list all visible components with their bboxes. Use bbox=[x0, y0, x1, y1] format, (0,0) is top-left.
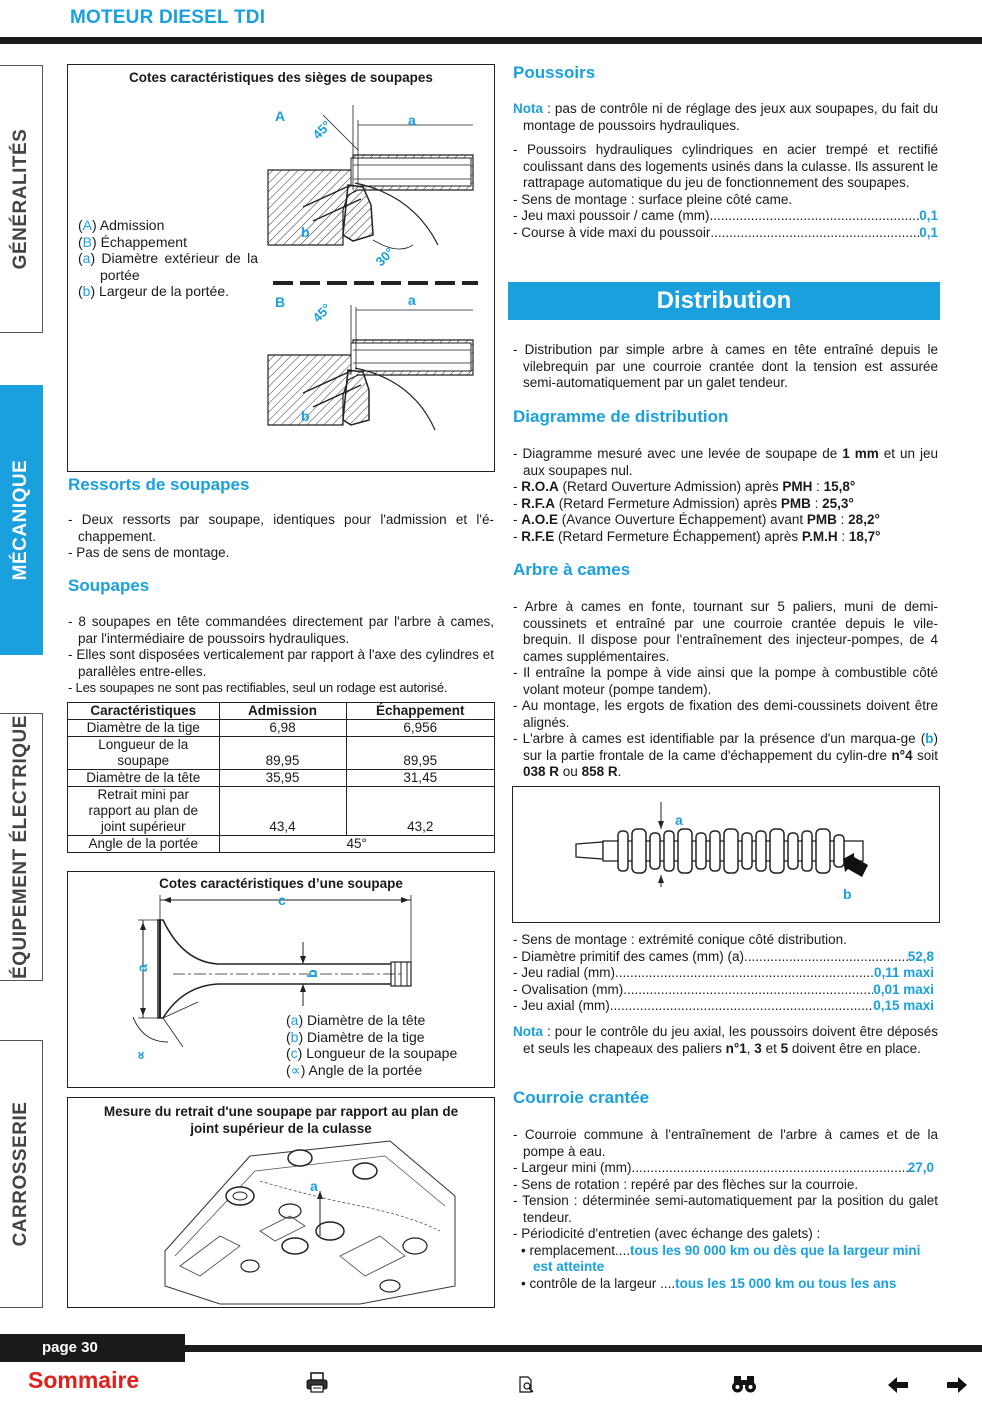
label-a: a bbox=[134, 964, 150, 972]
list-item: - Elles sont disposées verticalement par rapport à l'axe des cylindres et parallèles entre-elles. bbox=[68, 647, 494, 679]
page-search-icon[interactable] bbox=[518, 1376, 536, 1399]
list-item: - L'arbre à cames est identifiable par la présence d'un marqua-ge (b) sur la partie frontale de la came d'échappement du cylin-dre n°4 soit 038 R ou 858 R. bbox=[513, 731, 938, 779]
binoculars-icon[interactable] bbox=[731, 1374, 757, 1399]
list-item: - Poussoirs hydrauliques cylindriques en acier trempé et rectifié coulissant dans des logements usinés dans la culasse. Ils assurent le rattrapage automatique du jeu de fonctionnement des soupapes. bbox=[513, 142, 938, 190]
list-item: - Sens de montage : surface pleine côté came. bbox=[513, 191, 793, 207]
ressorts-list bbox=[68, 512, 494, 562]
side-tab-generalites[interactable] bbox=[0, 65, 43, 333]
maintenance-row: • remplacement....tous les 90 000 km ou dès que la largeur mini est atteinte bbox=[521, 1242, 921, 1274]
label-b: b bbox=[843, 886, 852, 902]
label-b: b bbox=[301, 408, 310, 424]
table-header: Échappement bbox=[346, 703, 494, 720]
list-item: - Arbre à cames en fonte, tournant sur 5 paliers, muni de demi-coussinets et entraîné par une courroie crantée depuis le vile-brequin. Il dispose pour l'entraînement des injecteur-pompes, de 4 cames supplémentaires. bbox=[513, 599, 938, 664]
courroie-content bbox=[513, 1127, 938, 1292]
camshaft-drawing bbox=[568, 797, 888, 912]
label-A: A bbox=[275, 108, 286, 124]
legend-item: (b) Largeur de la portée. bbox=[78, 283, 230, 299]
spec-row: - Diamètre primitif des cames (mm) (a) ..... 52,8 bbox=[513, 949, 934, 966]
timing-row: - R.O.A (Retard Ouverture Admission) après PMH : 15,8° bbox=[513, 479, 856, 494]
label-a: a bbox=[675, 812, 683, 828]
list-item: - Sens de rotation : repéré par des flèches sur la courroie. bbox=[513, 1176, 859, 1192]
list-item: - Périodicité d'entretien (avec échange des galets) : bbox=[513, 1226, 821, 1241]
legend-item: (∝) Angle de la portée bbox=[286, 1061, 423, 1078]
list-item: - Il entraîne la pompe à vide ainsi que la pompe à combustible côté volant moteur (pompe tandem). bbox=[513, 665, 938, 697]
arrow-left-icon[interactable] bbox=[887, 1376, 909, 1399]
section-title-diagramme: Diagramme de distribution bbox=[513, 407, 729, 426]
seat-b-drawing bbox=[268, 292, 473, 430]
table-row: Diamètre de la tête 35,95 31,45 bbox=[68, 770, 494, 787]
cylinder-head-drawing bbox=[160, 1136, 460, 1306]
side-tab-label: CARROSSERIE bbox=[9, 1101, 31, 1247]
table-row: Diamètre de la tige 6,98 6,956 bbox=[68, 720, 494, 737]
poussoirs-content bbox=[513, 101, 938, 241]
timing-row: - R.F.E (Retard Fermeture Échappement) après P.M.H : 18,7° bbox=[513, 528, 881, 544]
list-item: - Sens de montage : extrémité conique côté distribution. bbox=[513, 932, 847, 947]
diagramme-content bbox=[513, 446, 938, 545]
label-a: a bbox=[310, 1178, 318, 1194]
table-header: Caractéristiques bbox=[90, 703, 197, 718]
label-c: c bbox=[278, 892, 286, 908]
table-header: Admission bbox=[219, 703, 346, 720]
label-a: a bbox=[408, 292, 416, 308]
list-item: - 8 soupapes en tête commandées directement par l'arbre à cames, par l'intermédiaire de poussoirs hydrauliques. bbox=[68, 614, 494, 646]
figure-legend bbox=[286, 1012, 457, 1078]
table-row: Angle de la portée 45° bbox=[68, 836, 494, 853]
side-tab-equipement-electrique[interactable] bbox=[0, 713, 43, 981]
section-title-ressorts: Ressorts de soupapes bbox=[68, 475, 250, 494]
label-b: b bbox=[304, 969, 320, 978]
nota: Nota : pas de contrôle ni de réglage des jeux aux soupapes, du fait du montage de poussoirs hydrauliques. bbox=[513, 101, 938, 133]
figure-title: Mesure du retrait d'une soupape par rapport au plan de joint supérieur de la culasse bbox=[103, 1104, 459, 1136]
seat-a-drawing bbox=[268, 105, 473, 269]
arbre-nota: Nota : pour le contrôle du jeu axial, les poussoirs doivent être déposés et seuls les chapeaux des paliers n°1, 3 et 5 doivent être en place. bbox=[513, 1024, 938, 1056]
side-tab-label: ÉQUIPEMENT ÉLECTRIQUE bbox=[9, 715, 31, 979]
arbre-content bbox=[513, 599, 938, 781]
valve-spec-table bbox=[67, 702, 495, 853]
figure-legend bbox=[78, 217, 258, 300]
spec-row: - Course à vide maxi du poussoir ..... 0,1 bbox=[513, 225, 938, 242]
valve-recess-figure-box bbox=[67, 1097, 495, 1308]
list-item: - Au montage, les ergots de fixation des demi-coussinets doivent être alignés. bbox=[513, 698, 938, 730]
spec-row: - Ovalisation (mm) ..... 0,01 maxi bbox=[513, 982, 934, 999]
valve-seats-figure-box bbox=[67, 64, 495, 472]
list-item: - Diagramme mesuré avec une levée de soupape de 1 mm et un jeu aux soupapes nul. bbox=[513, 446, 938, 478]
legend-item: (B) Échappement bbox=[78, 233, 187, 250]
page-number: page 30 bbox=[0, 1334, 185, 1362]
legend-item: (a) Diamètre de la tête bbox=[286, 1012, 426, 1028]
list-item: - Deux ressorts par soupape, identiques pour l'admission et l'é-chappement. bbox=[68, 512, 494, 544]
list-item: - Pas de sens de montage. bbox=[68, 545, 230, 560]
list-item: - Tension : déterminée semi-automatiquement par la position du galet tendeur. bbox=[513, 1193, 938, 1225]
valve-seat-drawing bbox=[263, 95, 488, 470]
legend-item: (c) Longueur de la soupape bbox=[286, 1045, 458, 1061]
angle-30-label: 30° bbox=[372, 244, 398, 270]
angle-45-label: 45° bbox=[309, 117, 335, 143]
label-b: b bbox=[301, 224, 310, 240]
section-title-arbre: Arbre à cames bbox=[513, 560, 631, 579]
list-item: - Les soupapes ne sont pas rectifiables, seul un rodage est autorisé. bbox=[68, 680, 448, 695]
list-item: - Courroie commune à l'entraînement de l'arbre à cames et de la pompe à eau. bbox=[513, 1127, 938, 1159]
print-icon[interactable] bbox=[305, 1372, 329, 1399]
figure-title: Cotes caractéristiques d’une soupape bbox=[159, 876, 403, 891]
arbre-specs bbox=[513, 932, 934, 1015]
section-title-courroie: Courroie crantée bbox=[513, 1088, 650, 1107]
maintenance-row: • contrôle de la largeur ....tous les 15 000 km ou tous les ans bbox=[521, 1275, 897, 1291]
label-B: B bbox=[275, 294, 286, 310]
section-title-soupapes: Soupapes bbox=[68, 576, 150, 595]
spec-row: - Largeur mini (mm) ..... 27,0 bbox=[513, 1160, 934, 1177]
label-alpha: ∝ bbox=[133, 1050, 148, 1060]
label-a: a bbox=[408, 112, 416, 128]
side-tab-label: MÉCANIQUE bbox=[9, 459, 31, 581]
spec-row: - Jeu maxi poussoir / came (mm) ..... 0,1 bbox=[513, 208, 938, 225]
sommaire-link[interactable]: Sommaire bbox=[28, 1367, 140, 1393]
side-tab-label: GÉNÉRALITÉS bbox=[9, 128, 31, 270]
spec-row: - Jeu radial (mm) ..... 0,11 maxi bbox=[513, 965, 934, 982]
table-row: Retrait mini par rapport au plan de joint supérieur 43,4 43,2 bbox=[68, 787, 494, 836]
table-row: Longueur de la soupape 89,95 89,95 bbox=[68, 737, 494, 770]
figure-title: Cotes caractéristiques des sièges de soupapes bbox=[129, 70, 433, 85]
arrow-right-icon[interactable] bbox=[946, 1376, 968, 1399]
header-rule bbox=[0, 37, 982, 44]
footer-rule bbox=[185, 1345, 982, 1352]
legend-item: (b) Diamètre de la tige bbox=[286, 1028, 425, 1045]
page-header-title: MOTEUR DIESEL TDI bbox=[70, 7, 266, 28]
distribution-intro: - Distribution par simple arbre à cames en tête entraîné depuis le vilebrequin par une courroie crantée dont la tension est assurée semi-automatiquement par un galet tendeur. bbox=[513, 342, 938, 390]
legend-item: (a) Diamètre extérieur de la portée bbox=[78, 250, 258, 283]
legend-item: (A) Admission bbox=[78, 217, 165, 233]
section-title-poussoirs: Poussoirs bbox=[513, 63, 596, 82]
timing-row: - R.F.A (Retard Fermeture Admission) après PMB : 25,3° bbox=[513, 495, 854, 511]
soupapes-list bbox=[68, 614, 494, 697]
timing-row: - A.O.E (Avance Ouverture Échappement) avant PMB : 28,2° bbox=[513, 512, 880, 527]
spec-row: - Jeu axial (mm) ..... 0,15 maxi bbox=[513, 998, 934, 1015]
valve-dimensions-figure-box bbox=[67, 871, 495, 1088]
camshaft-figure-box bbox=[512, 786, 940, 923]
side-tab-mecanique[interactable] bbox=[0, 385, 43, 655]
angle-45-label: 45° bbox=[309, 300, 335, 326]
side-tab-carrosserie[interactable] bbox=[0, 1040, 43, 1308]
distribution-banner: Distribution bbox=[508, 282, 940, 320]
